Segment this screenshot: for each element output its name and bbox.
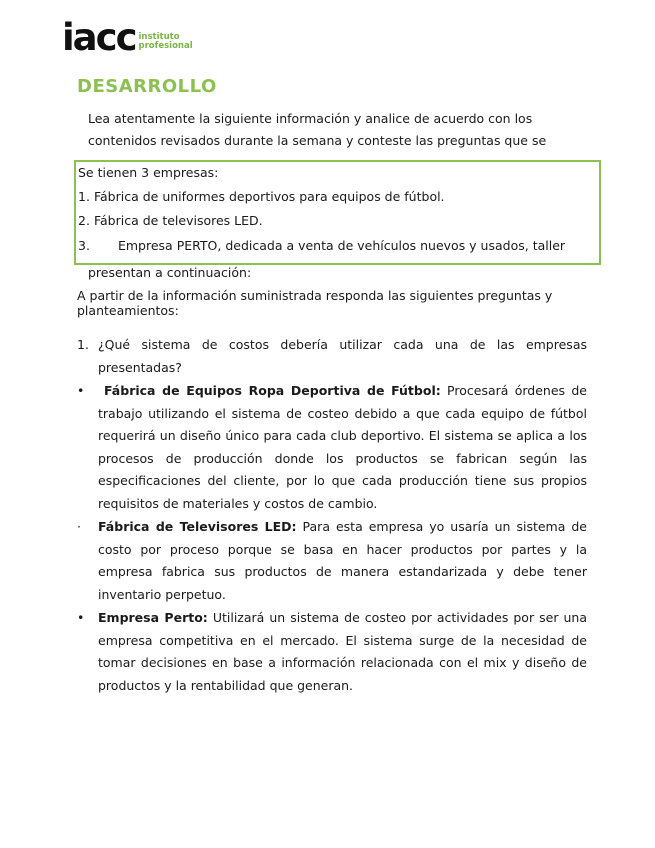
bullet-icon: • — [77, 383, 85, 398]
case-item-3 — [78, 235, 565, 257]
case-item-1-num: 1. — [78, 189, 90, 204]
question-text: ¿Qué sistema de costos debería utilizar cada una de las empresas presentadas? — [98, 337, 587, 375]
answer-1-text: Procesará órdenes de trabajo utilizando el sistema de costeo debido a que cada equipo de fútbol requerirá un diseño único para cada club deportivo. El sistema se aplica a los procesos de producción donde los productos se fabrican según las especificaciones del cliente, por lo que cada producción tiene sus propios requisitos de materiales y costos de cambio. — [98, 383, 587, 511]
answer-2-title: Fábrica de Televisores LED: — [98, 519, 297, 534]
answer-item-3 — [77, 607, 587, 697]
answer-2-text: Para esta empresa yo usaría un sistema de costo por proceso porque se basa en hacer productos por partes y la empresa fabrica sus productos de manera estandarizada y debe tener inventario perpetuo. — [98, 519, 587, 602]
case-box — [74, 160, 601, 265]
question-number: 1. — [77, 337, 89, 352]
intro-line-2: contenidos revisados durante la semana y conteste las preguntas que se — [88, 133, 547, 148]
logo-mark: iacc — [62, 16, 136, 59]
case-box-title: Se tienen 3 empresas: — [78, 165, 219, 180]
question-item — [77, 334, 587, 379]
answer-3-text: Utilizará un sistema de costeo por actividades por ser una empresa competitiva en el mercado. El sistema surge de la necesidad de tomar decisiones en base a información relacionada con el mix y diseño de productos y la rentabilidad que generan. — [98, 610, 587, 693]
iacc-logo — [62, 16, 193, 59]
case-item-1-text: Fábrica de uniformes deportivos para equipos de fútbol. — [93, 189, 445, 204]
bullet-icon: · — [77, 519, 81, 534]
case-item-3-text: Empresa PERTO, dedicada a venta de vehículos nuevos y usados, taller — [117, 238, 566, 253]
answer-3-title: Empresa Perto: — [98, 610, 208, 625]
case-item-2-text: Fábrica de televisores LED. — [93, 213, 263, 228]
case-item-1 — [78, 186, 445, 208]
answer-item-1 — [77, 380, 587, 515]
bullet-icon: • — [77, 610, 85, 625]
case-item-2 — [78, 210, 263, 232]
logo-subtitle — [139, 33, 193, 51]
intro-line-3: presentan a continuación: — [88, 265, 252, 280]
section-heading: DESARROLLO — [77, 76, 217, 97]
answer-1-title: Fábrica de Equipos Ropa Deportiva de Fútbol: — [104, 383, 441, 398]
intro-line-1: Lea atentamente la siguiente información y analice de acuerdo con los — [88, 111, 533, 126]
logo-sub-line2: profesional — [138, 41, 193, 51]
answer-item-2 — [77, 516, 587, 606]
case-item-2-num: 2. — [78, 213, 90, 228]
logo-sub-line1: instituto — [138, 32, 180, 42]
answer-list — [77, 334, 587, 698]
prompt-text: A partir de la información suministrada responda las siguientes preguntas y planteamientos: — [77, 288, 553, 318]
case-item-3-num: 3. — [78, 238, 90, 253]
